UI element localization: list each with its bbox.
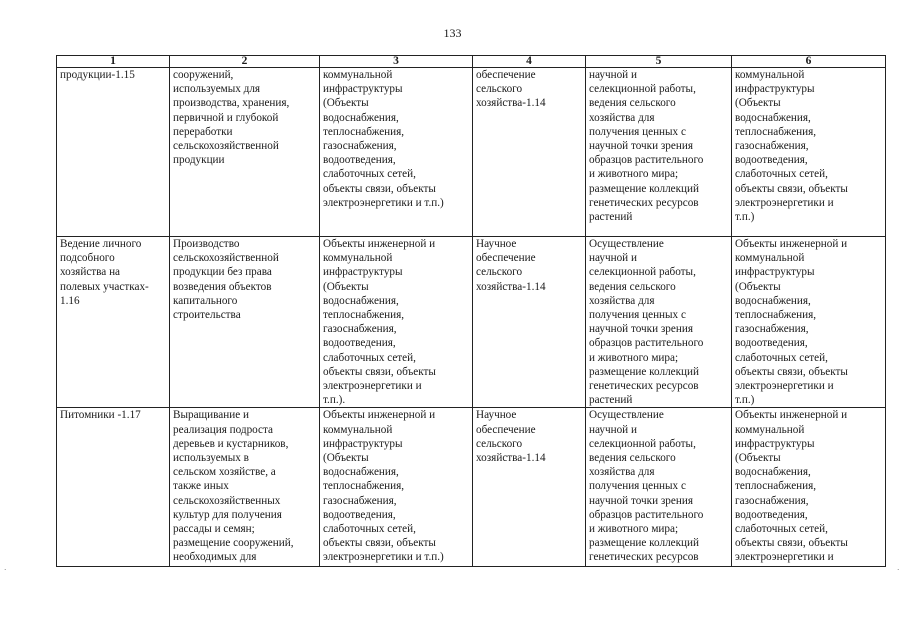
cell-text-line: сельского: [476, 83, 523, 96]
cell-text-line: научной и: [589, 69, 637, 81]
cell-text-line: генетических ресурсов: [589, 196, 699, 209]
cell-text-line: генетических ресурсов: [589, 551, 699, 564]
cell-text-line: газоснабжения,: [735, 323, 809, 336]
cell-text-line: электроэнергетики и т.п.): [323, 196, 444, 209]
cell-text-line: образцов растительного: [589, 337, 704, 350]
cell-text-line: необходимых для: [173, 551, 257, 564]
cell-text-line: продукции-1.15: [60, 69, 135, 81]
cell-text-line: деревьев и кустарников,: [173, 437, 289, 450]
cell-text-line: Объекты инженерной и: [323, 409, 436, 422]
cell-text-line: объекты связи, объекты: [323, 182, 436, 195]
table-cell: [320, 68, 473, 237]
table-cell: [586, 68, 732, 237]
cell-text-line: ведения сельского: [589, 452, 676, 465]
cell-text-line: электроэнергетики и т.п.): [323, 551, 444, 564]
cell-text-line: Объекты инженерной и: [735, 238, 848, 250]
cell-text-line: слаботочных сетей,: [735, 351, 828, 364]
cell-text-line: хозяйства на: [60, 266, 121, 279]
cell-text-line: электроэнергетики и: [735, 196, 834, 209]
table-cell: [586, 237, 732, 408]
column-header: 3: [320, 56, 473, 68]
cell-text-line: хозяйства для: [589, 111, 655, 124]
table-cell: [57, 237, 170, 408]
cell-text-line: генетических ресурсов: [589, 380, 699, 393]
cell-text-line: т.п.).: [323, 394, 346, 407]
cell-text-line: сооружений,: [173, 69, 234, 81]
cell-text-line: научной и: [589, 252, 637, 265]
table-row: [57, 408, 886, 567]
table-cell: [732, 408, 886, 567]
cell-text-line: подсобного: [60, 252, 115, 265]
cell-text-line: используемых в: [173, 452, 249, 465]
cell-text-line: газоснабжения,: [323, 323, 397, 336]
cell-text-line: (Объекты: [735, 452, 781, 465]
cell-text-line: 1.16: [60, 294, 80, 307]
column-header: 1: [57, 56, 170, 68]
cell-text-line: селекционной работы,: [589, 437, 696, 450]
column-header: 4: [473, 56, 586, 68]
cell-text-line: Осуществление: [589, 409, 664, 422]
cell-text-line: хозяйства-1.14: [476, 280, 546, 293]
cell-text-line: Осуществление: [589, 238, 664, 250]
table-cell: [473, 68, 586, 237]
cell-text-line: Выращивание и: [173, 409, 249, 422]
cell-text-line: получения ценных с: [589, 309, 686, 322]
cell-text-line: теплоснабжения,: [735, 309, 817, 322]
cell-text-line: первичной и глубокой: [173, 111, 279, 124]
cell-text-line: капитального: [173, 294, 238, 307]
cell-text-line: сельскохозяйственной: [173, 140, 279, 153]
cell-text-line: водоснабжения,: [735, 111, 811, 124]
cell-text-line: теплоснабжения,: [735, 125, 817, 138]
cell-text-line: инфраструктуры: [735, 266, 815, 279]
cell-text-line: сельскохозяйственных: [173, 494, 281, 507]
cell-text-line: реализация подроста: [173, 423, 274, 436]
cell-text-line: размещение коллекций: [589, 365, 700, 378]
cell-text-line: коммунальной: [323, 252, 393, 265]
cell-text-line: слаботочных сетей,: [323, 523, 416, 536]
cell-text-line: газоснабжения,: [735, 494, 809, 507]
cell-text-line: объекты связи, объекты: [735, 537, 848, 550]
cell-text-line: инфраструктуры: [323, 83, 403, 96]
cell-text-line: водоотведения,: [735, 508, 808, 521]
cell-text-line: газоснабжения,: [735, 140, 809, 153]
page-number: 133: [443, 26, 462, 40]
cell-text-line: Производство: [173, 238, 240, 250]
cell-text-line: электроэнергетики и: [735, 380, 834, 393]
cell-text-line: инфраструктуры: [323, 266, 403, 279]
cell-text-line: инфраструктуры: [735, 83, 815, 96]
cell-text-line: обеспечение: [476, 69, 536, 81]
scan-edge-mark: ·: [4, 566, 7, 574]
table-cell: [586, 408, 732, 567]
cell-text-line: размещение сооружений,: [173, 537, 294, 550]
cell-text-line: растений: [589, 211, 633, 224]
table-cell: [57, 68, 170, 237]
cell-text-line: водоснабжения,: [323, 111, 399, 124]
cell-text-line: водоотведения,: [735, 337, 808, 350]
cell-text-line: (Объекты: [323, 97, 369, 110]
cell-text-line: переработки: [173, 125, 233, 138]
cell-text-line: культур для получения: [173, 508, 282, 521]
cell-text-line: водоотведения,: [323, 154, 396, 167]
cell-text-line: водоснабжения,: [323, 294, 399, 307]
table-cell: [57, 408, 170, 567]
cell-text-line: коммунальной: [323, 69, 393, 81]
cell-text-line: научной точки зрения: [589, 140, 693, 153]
cell-text-line: и животного мира;: [589, 168, 679, 181]
cell-text-line: сельского: [476, 266, 523, 279]
cell-text-line: ведения сельского: [589, 97, 676, 110]
cell-text-line: и животного мира;: [589, 351, 679, 364]
cell-text-line: слаботочных сетей,: [735, 523, 828, 536]
cell-text-line: рассады и семян;: [173, 523, 255, 536]
cell-text-line: водоотведения,: [735, 154, 808, 167]
table-cell: [320, 408, 473, 567]
cell-text-line: хозяйства-1.14: [476, 97, 546, 110]
cell-text-line: ведения сельского: [589, 280, 676, 293]
cell-text-line: слаботочных сетей,: [323, 351, 416, 364]
cell-text-line: слаботочных сетей,: [735, 168, 828, 181]
cell-text-line: образцов растительного: [589, 154, 704, 167]
cell-text-line: обеспечение: [476, 252, 536, 265]
table-cell: [732, 237, 886, 408]
cell-text-line: сельском хозяйстве, а: [173, 466, 276, 479]
cell-text-line: хозяйства для: [589, 466, 655, 479]
cell-text-line: (Объекты: [323, 452, 369, 465]
cell-text-line: Ведение личного: [60, 238, 142, 250]
cell-text-line: электроэнергетики и: [323, 380, 422, 393]
cell-text-line: сельского: [476, 437, 523, 450]
cell-text-line: селекционной работы,: [589, 266, 696, 279]
cell-text-line: водоснабжения,: [735, 466, 811, 479]
cell-text-line: коммунальной: [735, 423, 805, 436]
cell-text-line: Объекты инженерной и: [323, 238, 436, 250]
scan-edge-mark: ·: [897, 566, 900, 574]
cell-text-line: сельскохозяйственной: [173, 252, 279, 265]
cell-text-line: водоснабжения,: [735, 294, 811, 307]
cell-text-line: (Объекты: [735, 280, 781, 293]
cell-text-line: образцов растительного: [589, 508, 704, 521]
cell-text-line: инфраструктуры: [735, 437, 815, 450]
cell-text-line: теплоснабжения,: [323, 125, 405, 138]
cell-text-line: возведения объектов: [173, 280, 272, 293]
cell-text-line: объекты связи, объекты: [323, 537, 436, 550]
cell-text-line: селекционной работы,: [589, 83, 696, 96]
cell-text-line: Питомники -1.17: [60, 409, 141, 422]
cell-text-line: Научное: [476, 409, 517, 422]
cell-text-line: газоснабжения,: [323, 494, 397, 507]
cell-text-line: получения ценных с: [589, 480, 686, 493]
table-cell: [170, 68, 320, 237]
table-row: [57, 237, 886, 408]
cell-text-line: коммунальной: [323, 423, 393, 436]
cell-text-line: (Объекты: [735, 97, 781, 110]
cell-text-line: обеспечение: [476, 423, 536, 436]
cell-text-line: водоснабжения,: [323, 466, 399, 479]
cell-text-line: газоснабжения,: [323, 140, 397, 153]
cell-text-line: производства, хранения,: [173, 97, 290, 110]
cell-text-line: т.п.): [735, 394, 755, 407]
cell-text-line: объекты связи, объекты: [735, 182, 848, 195]
cell-text-line: Объекты инженерной и: [735, 409, 848, 422]
table-cell: [320, 237, 473, 408]
cell-text-line: получения ценных с: [589, 125, 686, 138]
cell-text-line: растений: [589, 394, 633, 407]
cell-text-line: и животного мира;: [589, 523, 679, 536]
cell-text-line: научной точки зрения: [589, 494, 693, 507]
column-header: 2: [170, 56, 320, 68]
cell-text-line: хозяйства-1.14: [476, 452, 546, 465]
header-row: [57, 56, 886, 68]
column-header: 6: [732, 56, 886, 68]
cell-text-line: научной точки зрения: [589, 323, 693, 336]
cell-text-line: размещение коллекций: [589, 537, 700, 550]
cell-text-line: теплоснабжения,: [735, 480, 817, 493]
cell-text-line: объекты связи, объекты: [735, 365, 848, 378]
cell-text-line: также иных: [173, 480, 229, 493]
cell-text-line: слаботочных сетей,: [323, 168, 416, 181]
cell-text-line: строительства: [173, 309, 241, 322]
cell-text-line: объекты связи, объекты: [323, 365, 436, 378]
cell-text-line: продукции без права: [173, 266, 272, 279]
cell-text-line: продукции: [173, 154, 225, 167]
cell-text-line: коммунальной: [735, 252, 805, 265]
table-cell: [732, 68, 886, 237]
cell-text-line: электроэнергетики и: [735, 551, 834, 564]
table-cell: [170, 237, 320, 408]
table-cell: [473, 408, 586, 567]
cell-text-line: водоотведения,: [323, 508, 396, 521]
table-cell: [170, 408, 320, 567]
cell-text-line: инфраструктуры: [323, 437, 403, 450]
table-cell: [473, 237, 586, 408]
cell-text-line: (Объекты: [323, 280, 369, 293]
cell-text-line: теплоснабжения,: [323, 480, 405, 493]
zoning-table: [56, 55, 886, 567]
cell-text-line: теплоснабжения,: [323, 309, 405, 322]
cell-text-line: водоотведения,: [323, 337, 396, 350]
column-header: 5: [586, 56, 732, 68]
cell-text-line: используемых для: [173, 83, 261, 96]
cell-text-line: т.п.): [735, 211, 755, 224]
cell-text-line: коммунальной: [735, 69, 805, 81]
cell-text-line: научной и: [589, 423, 637, 436]
cell-text-line: полевых участках-: [60, 280, 149, 293]
table-row: [57, 68, 886, 237]
cell-text-line: хозяйства для: [589, 294, 655, 307]
cell-text-line: размещение коллекций: [589, 182, 700, 195]
cell-text-line: Научное: [476, 238, 517, 250]
